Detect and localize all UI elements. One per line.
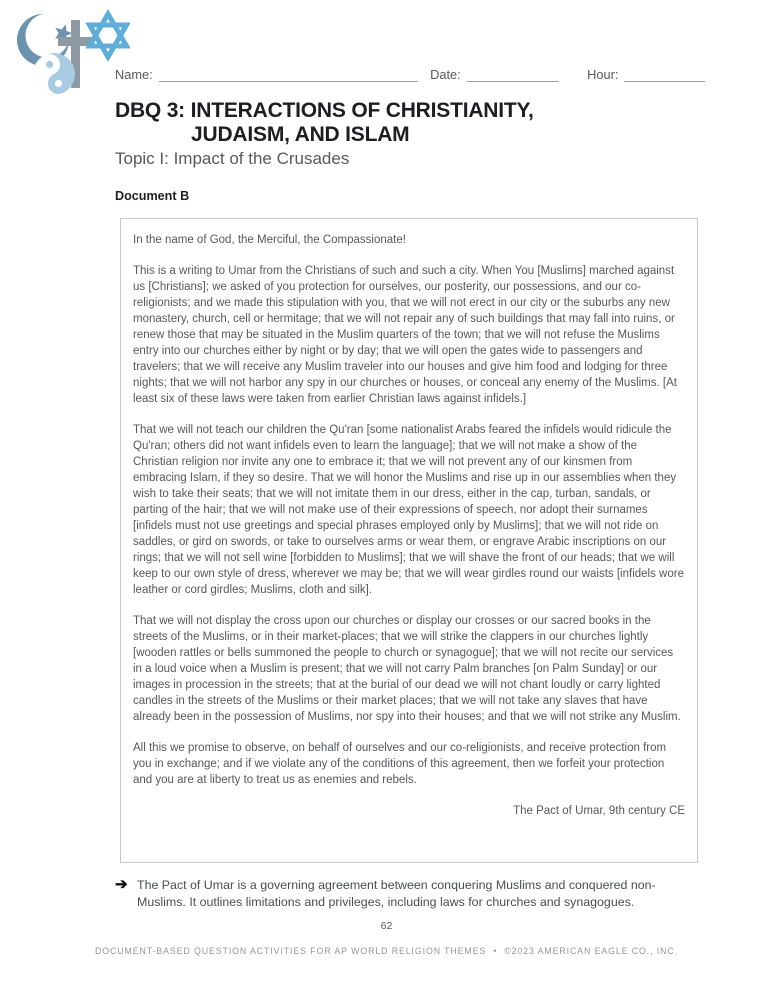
document-paragraph: In the name of God, the Merciful, the Compassionate!: [133, 234, 406, 246]
summary-note-text: The Pact of Umar is a governing agreement between conquering Muslims and conquered non-Muslims. It outlines limitations and privileges, including laws for churches and synagogues.: [137, 878, 656, 909]
date-label: Date:: [430, 67, 461, 82]
footer-separator: •: [493, 946, 498, 956]
date-blank-line[interactable]: [467, 66, 559, 82]
document-paragraph: All this we promise to observe, on behalf of ourselves and our co-religionists, and receive protection from you in exchange; and if we violate any of the conditions of this agreement, then we forfeit your protection and you are at liberty to treat us as enemies and rebels.: [133, 742, 667, 786]
religions-logo-svg: [12, 6, 130, 98]
footer-series-title: DOCUMENT-BASED QUESTION ACTIVITIES FOR AP WORLD RELIGION THEMES: [95, 946, 487, 956]
hour-blank-line[interactable]: [624, 66, 705, 82]
page-title-line1: DBQ 3: INTERACTIONS OF CHRISTIANITY,: [115, 99, 534, 122]
document-paragraph: That we will not teach our children the Qu'ran [some nationalist Arabs feared the infidels would ridicule the Qu'ran; others did not want infidels even to learn the language]; that we will not make a show of the Christian religion nor invite any one to embrace it; that we will not prevent any of our kinsmen from embracing Islam, if they so desire. That we will honor the Muslims and rise up in our assemblies when they wish to take their seats; that we will not imitate them in our dress, either in the cap, turban, sandals, or parting of the hair; that we will not make use of their expressions of speech, nor adopt their surnames [infidels must not use greetings and special phrases employed only by Muslims]; that we will not ride on saddles, or gird on swords, or take to ourselves arms or wear them, or engrave Arabic inscriptions on our rings; that we will not sell wine [forbidden to Muslims]; that we will shave the front of our heads; that we will keep to our own style of dress, wherever we may be; that we will wear girdles round our waists [infidels wore leather or cord girdles; Muslims, cloth and silk].: [133, 424, 684, 596]
summary-note: [115, 877, 693, 911]
document-paragraph: That we will not display the cross upon our churches or display our crosses or our sacred books in the streets of the Muslims, or in their market-places; that we will strike the clappers in our churches lightly [wooden rattles or bells summoned the people to church or synagogue]; that we will not recite our services in a loud voice when a Muslim is present; that we will not carry Palm branches [on Palm Sunday] or our images in procession in the streets; that at the burial of our dead we will not chant loudly or carry lighted candles in the streets of the Muslims or their market places; that we will not take any slaves that have already been in the possession of Muslims, nor spy into their houses; and that we will not strike any Muslim.: [133, 615, 681, 723]
page-number: 62: [380, 920, 393, 932]
document-attribution: The Pact of Umar, 9th century CE: [513, 805, 685, 817]
star-of-david-icon: [90, 14, 127, 57]
header-fields-row: [115, 66, 705, 82]
name-blank-line[interactable]: [159, 66, 418, 82]
footer-line: [0, 946, 773, 956]
topic-subtitle: Topic I: Impact of the Crusades: [115, 149, 350, 168]
document-paragraph: This is a writing to Umar from the Christians of such and such a city. When You [Muslims] marched against us [Christians]; we asked of you protection for ourselves, our posterity, our possessions, and our co-religionists; and we made this stipulation with you, that we will not erect in our city or the suburbs any new monastery, church, cell or hermitage; that we will not repair any of such buildings that may fall into ruins, or renew those that may be situated in the Muslim quarters of the town; that we will not refuse the Muslims entry into our churches either by night or by day; that we will open the gates wide to passengers and travelers; that we will receive any Muslim traveler into our houses and give him food and lodging for three nights; that we will not harbor any spy in our churches or houses, or conceal any enemy of the Muslims. [At least six of these laws were taken from earlier Christian laws against infidels.]: [133, 265, 677, 405]
page-title-line2: JUDAISM, AND ISLAM: [191, 123, 410, 146]
hour-label: Hour:: [587, 67, 619, 82]
arrow-bullet-icon: ➔: [115, 876, 128, 893]
religions-logo: [12, 6, 130, 98]
name-label: Name:: [115, 67, 153, 82]
document-text-box: [120, 218, 698, 863]
page-title: [115, 99, 705, 147]
document-label: Document B: [115, 189, 190, 203]
footer-copyright: ©2023 AMERICAN EAGLE CO., INC.: [504, 946, 678, 956]
